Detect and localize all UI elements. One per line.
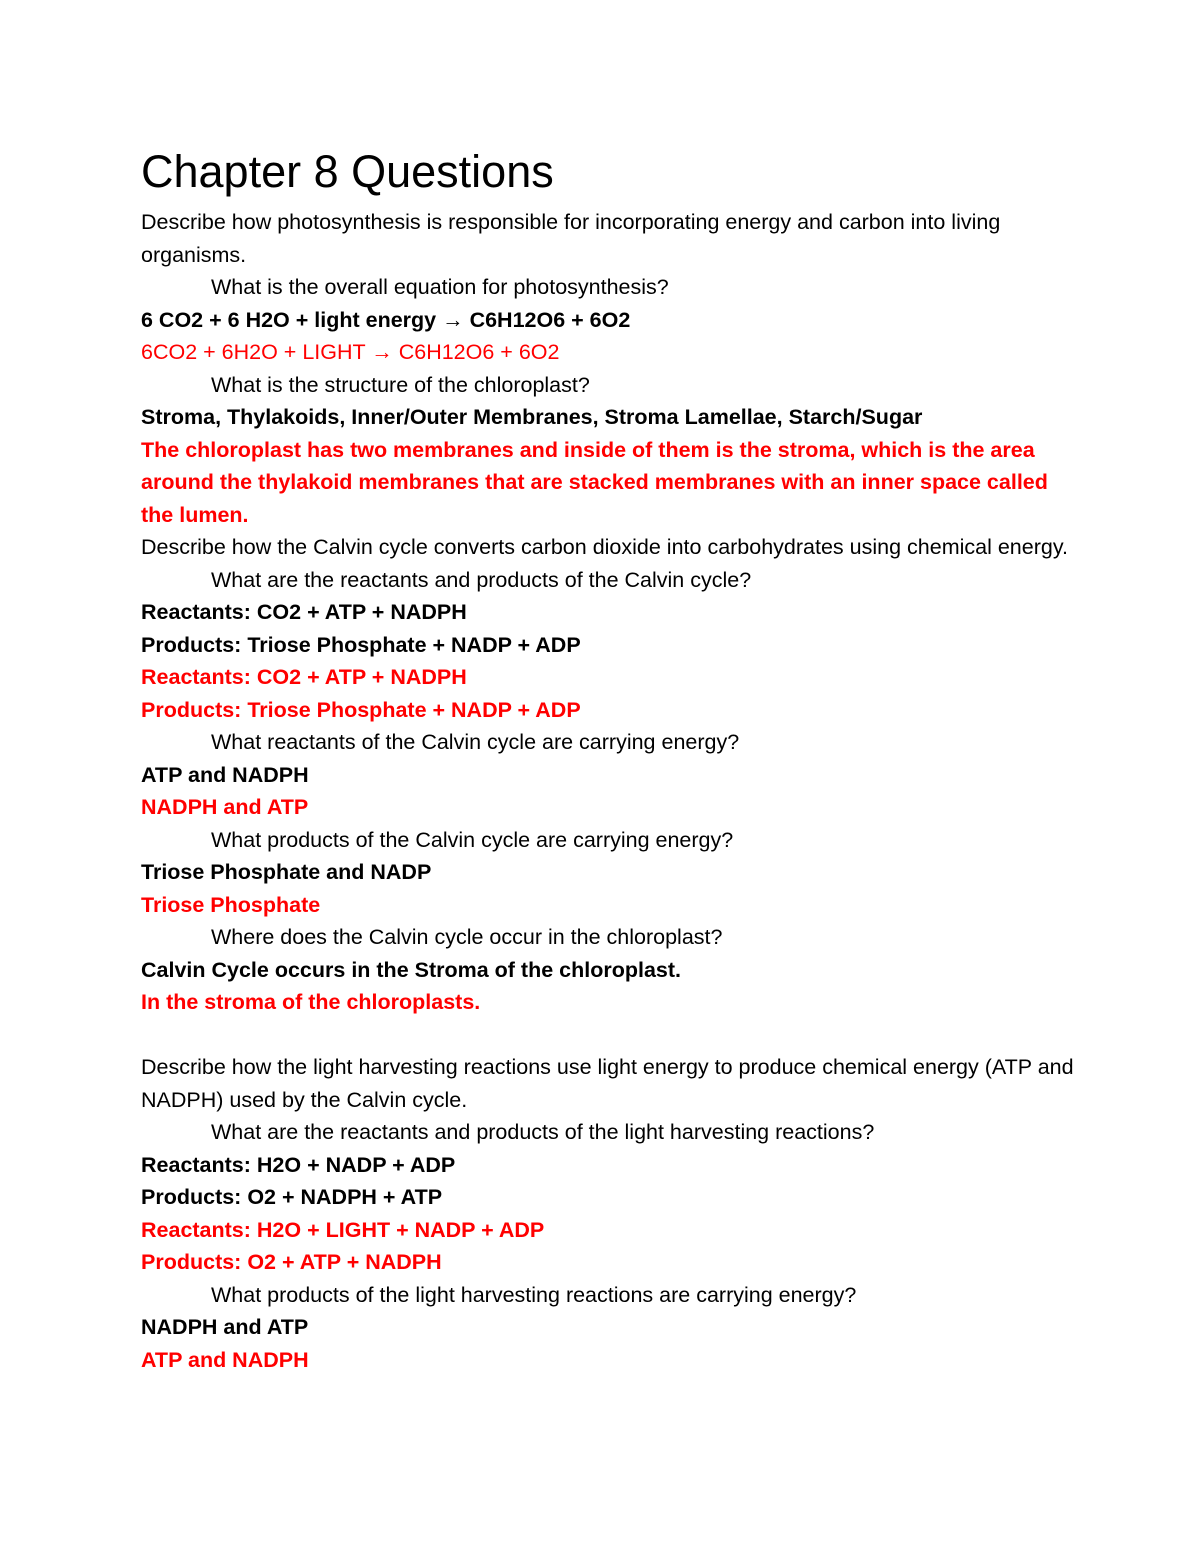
question: What is the overall equation for photosynthesis? (211, 275, 669, 299)
answer-reactants: Reactants: H2O + NADP + ADP (141, 1152, 456, 1177)
section-topic: Describe how the Calvin cycle converts carbon dioxide into carbohydrates using chemical energy. (141, 535, 1068, 559)
answer: ATP and NADPH (141, 762, 309, 787)
correction-products: Products: Triose Phosphate + NADP + ADP (141, 697, 581, 722)
answer-products: Products: O2 + NADPH + ATP (141, 1185, 443, 1209)
answer-reactants: Reactants: CO2 + ATP + NADPH (141, 600, 467, 624)
question: What are the reactants and products of the light harvesting reactions? (211, 1120, 875, 1144)
question: Where does the Calvin cycle occur in the chloroplast? (211, 925, 723, 949)
correction-products: Products: O2 + ATP + NADPH (141, 1250, 442, 1274)
question: What products of the light harvesting reactions are carrying energy? (211, 1282, 857, 1307)
correction: The chloroplast has two membranes and inside of them is the stroma, which is the area around the thylakoid membranes that are stacked membranes with an inner space called the lumen. (141, 437, 1048, 527)
blank-line (141, 1019, 1081, 1052)
correction: Triose Phosphate (141, 892, 321, 917)
answer: Triose Phosphate and NADP (141, 860, 432, 884)
answer: Stroma, Thylakoids, Inner/Outer Membranes, Stroma Lamellae, Starch/Sugar (141, 405, 923, 429)
question: What reactants of the Calvin cycle are carrying energy? (211, 730, 740, 754)
question: What products of the Calvin cycle are carrying energy? (211, 827, 734, 852)
answer: Calvin Cycle occurs in the Stroma of the chloroplast. (141, 957, 682, 982)
correction: In the stroma of the chloroplasts. (141, 990, 481, 1014)
section-topic: Describe how the light harvesting reactions use light energy to produce chemical energy (ATP and NADPH) used by the Calvin cycle. (141, 1055, 1074, 1112)
correction-reactants: Reactants: CO2 + ATP + NADPH (141, 665, 467, 689)
page-title: Chapter 8 Questions (141, 146, 554, 197)
correction: ATP and NADPH (141, 1347, 309, 1372)
correction: NADPH and ATP (141, 795, 309, 819)
answer: 6 CO2 + 6 H2O + light energy → C6H12O6 + 6O2 (141, 307, 631, 332)
answer: NADPH and ATP (141, 1315, 309, 1339)
correction-reactants: Reactants: H2O + LIGHT + NADP + ADP (141, 1217, 545, 1242)
question: What is the structure of the chloroplast? (211, 372, 590, 397)
question: What are the reactants and products of the Calvin cycle? (211, 567, 752, 592)
document-body (141, 140, 1081, 1376)
section-topic: Describe how photosynthesis is responsible for incorporating energy and carbon into living organisms. (141, 210, 1001, 267)
answer-products: Products: Triose Phosphate + NADP + ADP (141, 632, 581, 657)
correction: 6CO2 + 6H2O + LIGHT → C6H12O6 + 6O2 (141, 340, 560, 364)
